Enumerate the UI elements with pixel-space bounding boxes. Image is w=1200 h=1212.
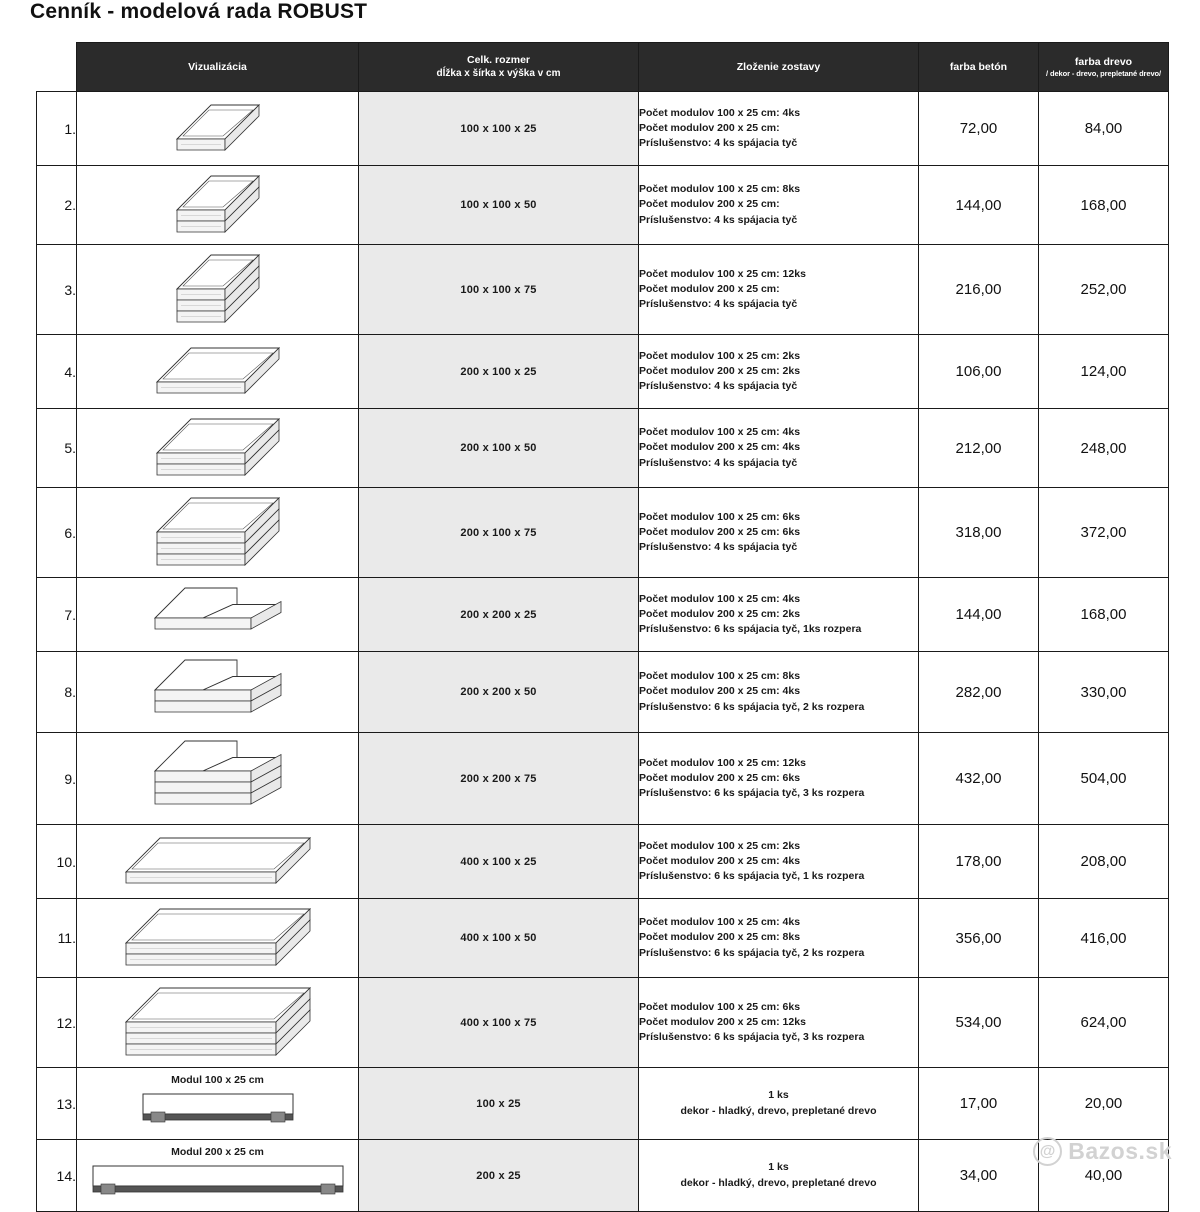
composition-line: Počet modulov 200 x 25 cm: 4ks: [639, 685, 801, 698]
row-index: 11.: [37, 899, 77, 978]
composition-line: Počet modulov 200 x 25 cm: 12ks: [639, 1015, 806, 1028]
row-index: 10.: [37, 825, 77, 899]
price-wood: 84,00: [1039, 92, 1169, 166]
composition-line: Počet modulov 200 x 25 cm: 4ks: [639, 854, 801, 867]
row-size: 100 x 25: [359, 1068, 639, 1140]
header-size-line1: Celk. rozmer: [466, 54, 531, 67]
table-row: [37, 488, 1169, 578]
header-size-line2: dĺžka x šírka x výška v cm: [436, 68, 561, 80]
planter-illustration: [77, 1068, 359, 1140]
price-wood: 124,00: [1039, 335, 1169, 409]
watermark-label: Bazos.sk: [1068, 1138, 1172, 1164]
row-size: 100 x 100 x 25: [359, 92, 639, 166]
price-concrete: 144,00: [919, 166, 1039, 245]
row-index: 8.: [37, 652, 77, 733]
row-composition: [639, 409, 919, 488]
row-index: 6.: [37, 488, 77, 578]
composition-line: 1 ks: [768, 1089, 789, 1102]
price-wood: 330,00: [1039, 652, 1169, 733]
planter-illustration: [77, 825, 359, 899]
row-composition: [639, 578, 919, 652]
planter-illustration: [77, 166, 359, 245]
at-icon: [1033, 1137, 1062, 1166]
composition-line: Počet modulov 200 x 25 cm:: [639, 198, 780, 211]
table-row: [37, 825, 1169, 899]
price-concrete: 318,00: [919, 488, 1039, 578]
price-concrete: 178,00: [919, 825, 1039, 899]
price-concrete: 106,00: [919, 335, 1039, 409]
price-wood: 40,00: [1039, 1140, 1169, 1212]
row-size: 200 x 200 x 50: [359, 652, 639, 733]
composition-line: Príslušenstvo: 6 ks spájacia tyč, 1ks rozpera: [639, 623, 862, 636]
composition-line: Počet modulov 200 x 25 cm: 8ks: [639, 931, 801, 944]
table-row: [37, 1068, 1169, 1140]
table-row: [37, 409, 1169, 488]
composition-line: Počet modulov 100 x 25 cm: 2ks: [639, 839, 801, 852]
row-composition: [639, 1068, 919, 1140]
table-row: [37, 92, 1169, 166]
row-index: 7.: [37, 578, 77, 652]
table-row: [37, 578, 1169, 652]
price-wood: 248,00: [1039, 409, 1169, 488]
composition-line: Počet modulov 100 x 25 cm: 12ks: [639, 267, 806, 280]
price-wood: 168,00: [1039, 166, 1169, 245]
composition-line: dekor - hladký, drevo, prepletané drevo: [680, 1176, 877, 1189]
header-composition: Zloženie zostavy: [639, 43, 919, 92]
row-index: 1.: [37, 92, 77, 166]
price-concrete: 282,00: [919, 652, 1039, 733]
row-composition: [639, 899, 919, 978]
composition-line: Počet modulov 100 x 25 cm: 8ks: [639, 183, 801, 196]
composition-line: Počet modulov 100 x 25 cm: 8ks: [639, 670, 801, 683]
row-index: 9.: [37, 733, 77, 825]
module-label: Modul 100 x 25 cm: [171, 1073, 264, 1086]
composition-line: Príslušenstvo: 4 ks spájacia tyč: [639, 137, 798, 150]
table-row: [37, 335, 1169, 409]
row-size: 200 x 100 x 25: [359, 335, 639, 409]
price-concrete: 17,00: [919, 1068, 1039, 1140]
price-wood: 624,00: [1039, 978, 1169, 1068]
row-index: 4.: [37, 335, 77, 409]
table-row: [37, 652, 1169, 733]
planter-illustration: [77, 245, 359, 335]
composition-line: Počet modulov 200 x 25 cm: 6ks: [639, 771, 801, 784]
row-index: 14.: [37, 1140, 77, 1212]
composition-line: Počet modulov 200 x 25 cm:: [639, 282, 780, 295]
row-composition: [639, 92, 919, 166]
row-composition: [639, 1140, 919, 1212]
planter-illustration: [77, 1140, 359, 1212]
row-composition: [639, 652, 919, 733]
planter-illustration: [77, 899, 359, 978]
header-color-wood-sub: / dekor - drevo, prepletané drevo/: [1046, 69, 1161, 79]
row-size: 200 x 100 x 50: [359, 409, 639, 488]
header-size: [359, 43, 639, 92]
composition-line: Príslušenstvo: 4 ks spájacia tyč: [639, 298, 798, 311]
module-label: Modul 200 x 25 cm: [171, 1145, 264, 1158]
price-wood: 372,00: [1039, 488, 1169, 578]
composition-line: Počet modulov 100 x 25 cm: 6ks: [639, 510, 801, 523]
table-row: [37, 899, 1169, 978]
planter-illustration: [77, 733, 359, 825]
row-composition: [639, 733, 919, 825]
row-composition: [639, 825, 919, 899]
row-index: 2.: [37, 166, 77, 245]
watermark: [1033, 1137, 1172, 1166]
header-color-concrete: farba betón: [919, 43, 1039, 92]
planter-illustration: [77, 978, 359, 1068]
table-body: [37, 92, 1169, 1212]
header-visual: Vizualizácia: [77, 43, 359, 92]
row-size: 400 x 100 x 25: [359, 825, 639, 899]
price-concrete: 356,00: [919, 899, 1039, 978]
table-row: [37, 245, 1169, 335]
composition-line: Počet modulov 100 x 25 cm: 12ks: [639, 756, 806, 769]
table-row: [37, 1140, 1169, 1212]
header-color-wood-main: farba drevo: [1074, 55, 1133, 68]
table-row: [37, 166, 1169, 245]
composition-line: Počet modulov 200 x 25 cm: 4ks: [639, 441, 801, 454]
header-index: [37, 43, 77, 92]
composition-line: Príslušenstvo: 4 ks spájacia tyč: [639, 213, 798, 226]
price-concrete: 432,00: [919, 733, 1039, 825]
price-concrete: 144,00: [919, 578, 1039, 652]
row-size: 200 x 25: [359, 1140, 639, 1212]
row-index: 12.: [37, 978, 77, 1068]
planter-illustration: [77, 335, 359, 409]
price-table: [36, 42, 1169, 1212]
price-concrete: 72,00: [919, 92, 1039, 166]
composition-line: Počet modulov 100 x 25 cm: 4ks: [639, 916, 801, 929]
row-composition: [639, 166, 919, 245]
price-concrete: 534,00: [919, 978, 1039, 1068]
price-wood: 208,00: [1039, 825, 1169, 899]
row-size: 400 x 100 x 75: [359, 978, 639, 1068]
row-size: 100 x 100 x 75: [359, 245, 639, 335]
composition-line: Príslušenstvo: 6 ks spájacia tyč, 2 ks rozpera: [639, 700, 865, 713]
composition-line: Počet modulov 100 x 25 cm: 4ks: [639, 426, 801, 439]
price-concrete: 216,00: [919, 245, 1039, 335]
row-size: 400 x 100 x 50: [359, 899, 639, 978]
row-composition: [639, 488, 919, 578]
table-row: [37, 733, 1169, 825]
composition-line: Počet modulov 200 x 25 cm: 2ks: [639, 364, 801, 377]
composition-line: Počet modulov 200 x 25 cm: 2ks: [639, 607, 801, 620]
price-wood: 416,00: [1039, 899, 1169, 978]
composition-line: 1 ks: [768, 1161, 789, 1174]
row-composition: [639, 978, 919, 1068]
price-concrete: 212,00: [919, 409, 1039, 488]
row-composition: [639, 335, 919, 409]
composition-line: Príslušenstvo: 6 ks spájacia tyč, 1 ks rozpera: [639, 870, 865, 883]
planter-illustration: [77, 652, 359, 733]
price-wood: 504,00: [1039, 733, 1169, 825]
composition-line: Príslušenstvo: 4 ks spájacia tyč: [639, 541, 798, 554]
table-header: [37, 43, 1169, 92]
row-index: 13.: [37, 1068, 77, 1140]
row-size: 100 x 100 x 50: [359, 166, 639, 245]
planter-illustration: [77, 578, 359, 652]
composition-line: Príslušenstvo: 6 ks spájacia tyč, 3 ks rozpera: [639, 1031, 865, 1044]
row-composition: [639, 245, 919, 335]
price-wood: 20,00: [1039, 1068, 1169, 1140]
planter-illustration: [77, 409, 359, 488]
row-size: 200 x 200 x 25: [359, 578, 639, 652]
composition-line: Počet modulov 100 x 25 cm: 6ks: [639, 1000, 801, 1013]
composition-line: Počet modulov 200 x 25 cm:: [639, 121, 780, 134]
price-wood: 252,00: [1039, 245, 1169, 335]
composition-line: Príslušenstvo: 4 ks spájacia tyč: [639, 456, 798, 469]
header-color-wood: [1039, 43, 1169, 92]
composition-line: Počet modulov 100 x 25 cm: 2ks: [639, 349, 801, 362]
price-wood: 168,00: [1039, 578, 1169, 652]
composition-line: Počet modulov 100 x 25 cm: 4ks: [639, 592, 801, 605]
row-size: 200 x 200 x 75: [359, 733, 639, 825]
planter-illustration: [77, 488, 359, 578]
composition-line: Príslušenstvo: 4 ks spájacia tyč: [639, 380, 798, 393]
composition-line: dekor - hladký, drevo, prepletané drevo: [680, 1104, 877, 1117]
row-index: 3.: [37, 245, 77, 335]
composition-line: Príslušenstvo: 6 ks spájacia tyč, 2 ks rozpera: [639, 946, 865, 959]
planter-illustration: [77, 92, 359, 166]
composition-line: Počet modulov 200 x 25 cm: 6ks: [639, 525, 801, 538]
row-index: 5.: [37, 409, 77, 488]
composition-line: Príslušenstvo: 6 ks spájacia tyč, 3 ks rozpera: [639, 787, 865, 800]
composition-line: Počet modulov 100 x 25 cm: 4ks: [639, 106, 801, 119]
table-row: [37, 978, 1169, 1068]
row-size: 200 x 100 x 75: [359, 488, 639, 578]
price-concrete: 34,00: [919, 1140, 1039, 1212]
page-title: Cenník - modelová rada ROBUST: [30, 0, 368, 23]
